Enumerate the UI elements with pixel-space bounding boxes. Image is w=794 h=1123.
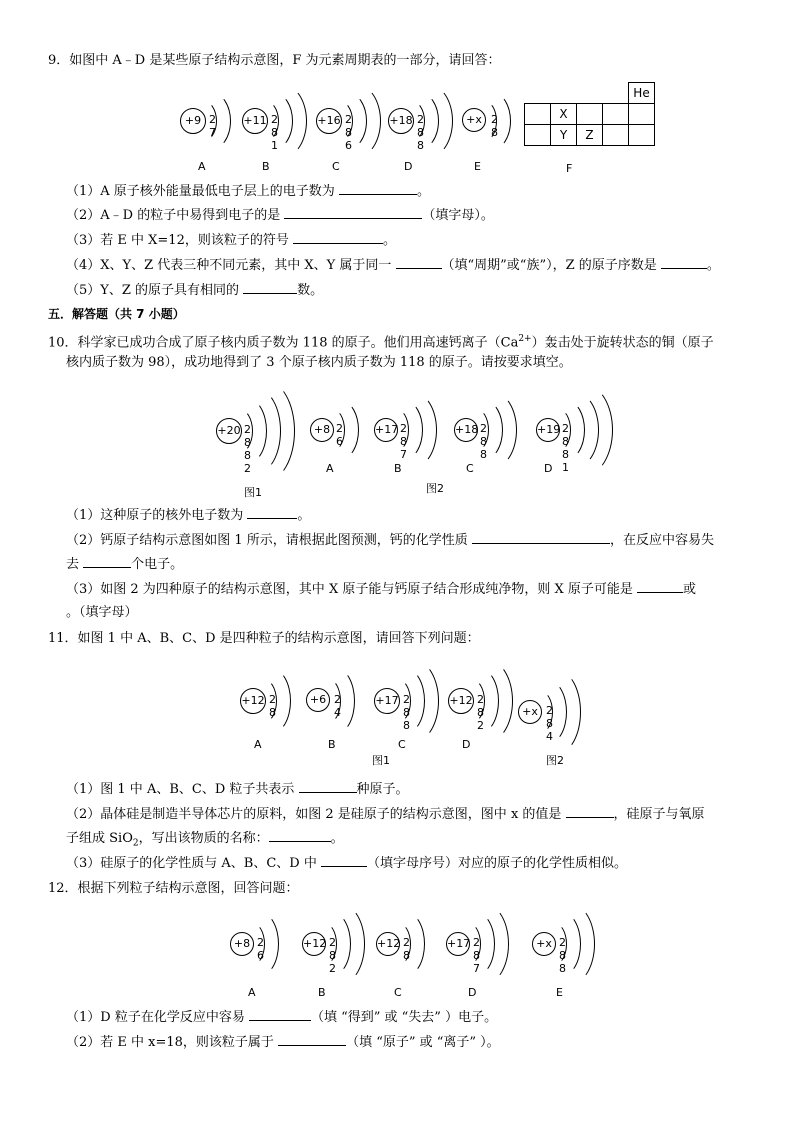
- periodic-table-fragment: [524, 82, 655, 146]
- atom-label: A: [248, 986, 256, 999]
- nucleus: +16: [316, 108, 342, 134]
- answer-blank[interactable]: [269, 829, 331, 842]
- atom-label: B: [318, 986, 326, 999]
- q9-sub5: （5）Y、Z 的原子具有相同的 数。: [66, 283, 324, 298]
- q11-sub1: （1）图 1 中 A、B、C、D 粒子共表示 种原子。: [66, 782, 409, 797]
- nucleus: +17: [446, 932, 470, 956]
- atom-label: B: [262, 160, 270, 173]
- atom-label: C: [332, 160, 340, 173]
- nucleus: +x: [462, 108, 486, 132]
- figure-caption: 图2: [426, 482, 444, 495]
- electron-counts: 2 8 7: [473, 936, 480, 975]
- nucleus: +12: [376, 932, 400, 956]
- q11-sub2-cont: 子组成 SiO$_2$，写出该物质的名称： 。: [66, 831, 344, 849]
- electron-counts: 2 6: [257, 936, 264, 962]
- nucleus: +12: [240, 688, 266, 714]
- atom-label: B: [328, 738, 336, 751]
- electron-counts: 2 7: [209, 113, 216, 139]
- q11-figures: [0, 666, 794, 770]
- answer-blank[interactable]: [243, 281, 297, 294]
- q12-sub2: （2）若 E 中 x=18，则该粒子属于 （填 “原子” 或 “离子” ）。: [66, 1035, 500, 1050]
- q10-stem-line1: 10．科学家已成功合成了原子核内质子数为 118 的原子。他们用高速钙离子$(Ca^{2+})$轰击处于旋转状态的铜（原子: [48, 334, 714, 351]
- atom-label: D: [404, 160, 413, 173]
- q10-sub3: （3）如图 2 为四种原子的结构示意图，其中 X 原子能与钙原子结合形成纯净物，则 X 原子可能是 或: [66, 582, 696, 597]
- answer-blank[interactable]: [299, 780, 357, 793]
- answer-blank[interactable]: [278, 1033, 346, 1046]
- atom-label: A: [326, 462, 334, 475]
- nucleus: +12: [448, 688, 474, 714]
- q9-sub2: （2）A﹣D 的粒子中易得到电子的是 （填字母）。: [66, 208, 494, 223]
- atom-label: D: [462, 738, 471, 751]
- q9-sub1: （1）A 原子核外能量最低电子层上的电子数为 。: [66, 184, 430, 199]
- q12-figures: [0, 912, 794, 1004]
- electron-shell: [464, 660, 513, 742]
- q9-sub3: （3）若 E 中 X=12，则该粒子的符号 。: [66, 233, 396, 248]
- nucleus: +17: [374, 418, 398, 442]
- cell-x: X: [551, 104, 577, 125]
- nucleus: +6: [306, 688, 330, 712]
- nucleus: +18: [454, 418, 478, 442]
- answer-blank[interactable]: [83, 555, 131, 568]
- atom-label: E: [556, 986, 563, 999]
- atom-label: C: [394, 986, 402, 999]
- answer-blank[interactable]: [661, 256, 707, 269]
- answer-blank[interactable]: [321, 854, 367, 867]
- nucleus: +8: [230, 932, 254, 956]
- atom-label: C: [466, 462, 474, 475]
- electron-counts: 2 8 7: [400, 422, 407, 461]
- atom-label: A: [254, 738, 262, 751]
- nucleus: +17: [374, 688, 400, 714]
- electron-counts: 2 8 1: [271, 113, 278, 152]
- electron-counts: 2 8 8: [559, 936, 566, 975]
- q10-sub2: （2）钙原子结构示意图如图 1 所示，请根据此图预测，钙的化学性质 ，在反应中容易失: [66, 533, 714, 548]
- nucleus: +18: [388, 108, 414, 134]
- q10-sub2-cont: 去 个电子。: [66, 557, 184, 572]
- q11-stem: 11．如图 1 中 A、B、C、D 是四种粒子的结构示意图，请回答下列问题：: [48, 631, 480, 646]
- nucleus: +9: [180, 108, 206, 134]
- q11-sub2: （2）晶体硅是制造半导体芯片的原料，如图 2 是硅原子的结构示意图，图中 x 的值是 ，硅原子与氧原: [66, 807, 705, 822]
- nucleus: +8: [310, 418, 334, 442]
- cell-z: Z: [577, 125, 603, 146]
- q9-sub4: （4）X、Y、Z 代表三种不同元素，其中 X、Y 属于同一 （填“周期”或“族”），Z 的原子序数是 。: [66, 258, 720, 273]
- electron-counts: 2 8: [269, 693, 276, 719]
- electron-shell: [318, 904, 365, 984]
- nucleus: +19: [536, 418, 560, 442]
- electron-counts: 2 8 8 2: [244, 423, 251, 475]
- table-label: F: [566, 162, 573, 175]
- electron-counts: 2 6: [336, 422, 343, 448]
- q10-stem-line2: 核内质子数为 98），成功地得到了 3 个原子核内质子数为 118 的原子。请按要求填空。: [66, 355, 572, 370]
- figure-caption: 图2: [546, 754, 564, 767]
- electron-counts: 2 8 8: [480, 422, 487, 461]
- section-heading: 五．解答题（共 7 小题）: [48, 307, 185, 321]
- figure-caption: 图1: [244, 486, 262, 499]
- electron-shell: [390, 392, 437, 468]
- electron-counts: 2 8: [491, 113, 498, 139]
- electron-counts: 2 8 8 1: [562, 422, 569, 474]
- nucleus: +x: [532, 932, 556, 956]
- q10-sub3-cont: 。（填字母）: [66, 605, 138, 620]
- atom-label: A: [198, 160, 206, 173]
- q12-stem: 12．根据下列粒子结构示意图，回答问题：: [48, 881, 299, 896]
- nucleus: +20: [216, 418, 242, 444]
- electron-shell: [258, 84, 307, 158]
- nucleus: +x: [518, 700, 542, 724]
- electron-counts: 2 8 8: [417, 113, 424, 152]
- atom-label: B: [394, 462, 402, 475]
- answer-blank[interactable]: [566, 805, 614, 818]
- nucleus: +11: [242, 108, 268, 134]
- atom-label: C: [398, 738, 406, 751]
- atom-label: D: [544, 462, 553, 475]
- answer-blank[interactable]: [293, 231, 383, 244]
- q9-figures: [0, 88, 794, 178]
- answer-blank[interactable]: [637, 580, 683, 593]
- electron-shell: [534, 670, 581, 754]
- electron-shell: [332, 84, 381, 158]
- answer-blank[interactable]: [284, 206, 422, 219]
- electron-counts: 2 8 6: [345, 113, 352, 152]
- electron-shell: [404, 84, 453, 158]
- nucleus: +12: [302, 932, 326, 956]
- q9-stem: 9．如图中 A﹣D 是某些原子结构示意图，F 为元素周期表的一部分，请回答：: [48, 53, 501, 68]
- q10-figures: [0, 388, 794, 498]
- cell-he: He: [629, 83, 655, 104]
- electron-counts: 2 8 4: [546, 704, 553, 743]
- q10-sub1: （1）这种原子的核外电子数为 。: [66, 508, 311, 523]
- electron-shell: [548, 904, 595, 984]
- electron-counts: 2 8 8: [403, 693, 410, 732]
- electron-shell: [470, 392, 517, 468]
- q12-sub1: （1）D 粒子在化学反应中容易 （填 “得到” 或 “失去” ）电子。: [66, 1010, 498, 1025]
- answer-blank[interactable]: [396, 256, 442, 269]
- cell-y: Y: [551, 125, 577, 146]
- electron-counts: 2 8 2: [477, 693, 484, 732]
- answer-blank[interactable]: [339, 182, 417, 195]
- figure-caption: 图1: [372, 754, 390, 767]
- q11-sub3: （3）硅原子的化学性质与 A、B、C、D 中 （填字母序号）对应的原子的化学性质相似。: [66, 856, 627, 871]
- electron-counts: 2 8: [403, 936, 410, 962]
- electron-shell: [390, 660, 439, 742]
- electron-counts: 2 4: [334, 693, 341, 719]
- answer-blank[interactable]: [247, 506, 297, 519]
- answer-blank[interactable]: [249, 1008, 311, 1021]
- atom-label: E: [474, 160, 481, 173]
- electron-counts: 2 8 2: [329, 936, 336, 975]
- answer-blank[interactable]: [472, 531, 610, 544]
- atom-label: D: [468, 986, 477, 999]
- electron-shell: [462, 904, 509, 984]
